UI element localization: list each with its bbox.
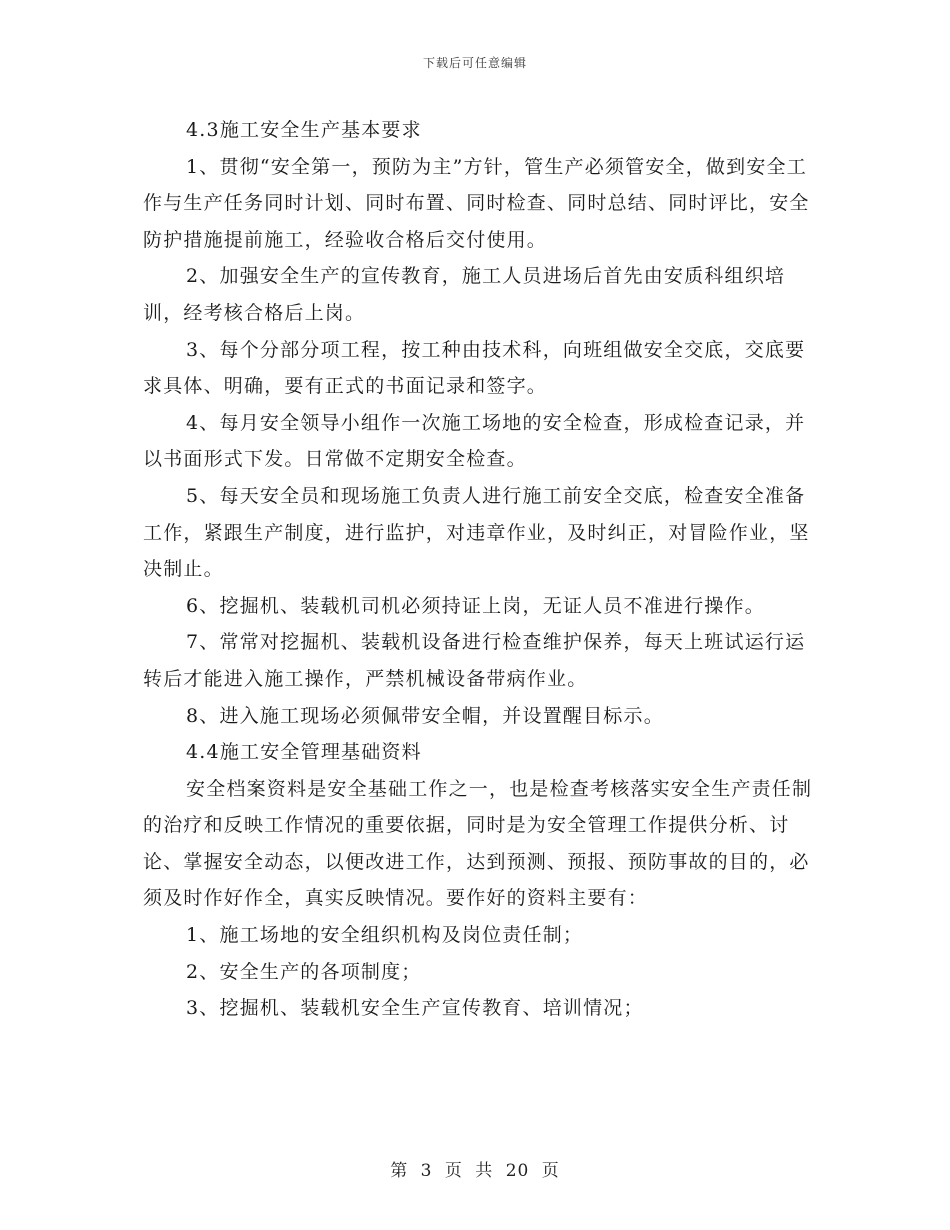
- paragraph: 6、挖掘机、装载机司机必须持证上岗，无证人员不准进行操作。: [186, 594, 765, 617]
- page-footer: 第 3 页 共 20 页: [390, 1161, 560, 1181]
- paragraph: 7、常常对挖掘机、装载机设备进行检查维护保养，每天上班试运行运转后才能进入施工操作，严禁机械设备带病作业。: [143, 631, 806, 690]
- paragraph: 4、每月安全领导小组作一次施工场地的安全检查，形成检查记录，并以书面形式下发。日常做不定期安全检查。: [143, 411, 806, 471]
- section-heading: 4.4施工安全管理基础资料: [186, 741, 422, 764]
- list-item: 2、安全生产的各项制度；: [186, 960, 422, 983]
- paragraph: 1、贯彻“安全第一，预防为主”方针，管生产必须管安全，做到安全工作与生产任务同时计划、同时布置、同时检查、同时总结、同时评比，安全防护措施提前施工，经验收合格后交付使用。: [143, 155, 810, 251]
- paragraph: 8、进入施工现场必须佩带安全帽，并设置醒目标示。: [186, 704, 664, 727]
- paragraph: 3、每个分部分项工程，按工种由技术科，向班组做安全交底，交底要求具体、明确，要有正式的书面记录和签字。: [143, 338, 806, 398]
- page-header: 下载后可任意编辑: [422, 56, 527, 70]
- paragraph: 2、加强安全生产的宣传教育，施工人员进场后首先由安质科组织培训，经考核合格后上岗。: [143, 265, 786, 324]
- section-heading: 4.3施工安全生产基本要求: [186, 119, 422, 141]
- list-item: 3、挖掘机、装载机安全生产宣传教育、培训情况；: [186, 997, 644, 1020]
- paragraph: 5、每天安全员和现场施工负责人进行施工前安全交底，检查安全准备工作，紧跟生产制度，进行监护，对违章作业，及时纠正，对冒险作业，坚决制止。: [143, 484, 810, 581]
- document-body: [143, 112, 815, 1027]
- paragraph: 安全档案资料是安全基础工作之一，也是检查考核落实安全生产责任制的治疗和反映工作情况的重要依据，同时是为安全管理工作提供分析、讨论、掌握安全动态，以便改进工作，达到预测、预报、预防事故的目的，必须及时作好作全，真实反映情况。要作好的资料主要有：: [143, 777, 813, 910]
- list-item: 1、施工场地的安全组织机构及岗位责任制；: [186, 924, 584, 947]
